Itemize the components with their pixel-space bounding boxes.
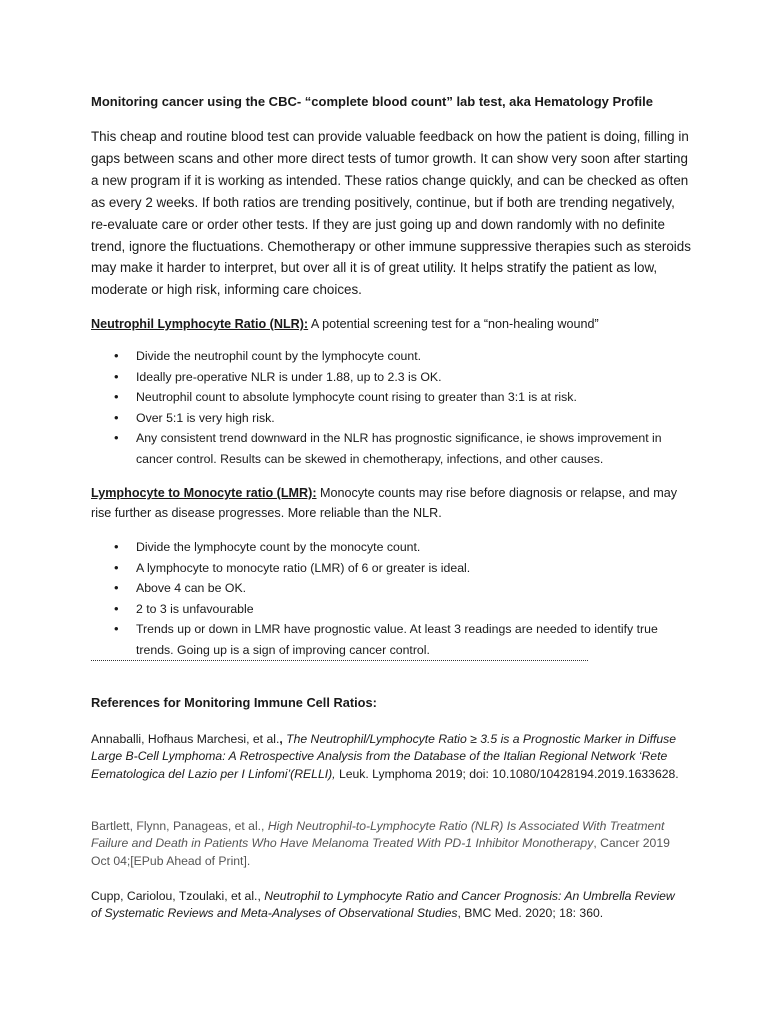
reference-item [91,888,681,923]
nlr-bullet-list [91,346,691,469]
reference-source: Leuk. Lymphoma 2019; doi: 10.1080/10428194.2019.1633628. [335,766,679,781]
reference-separator: , [279,732,287,746]
references-heading: References for Monitoring Immune Cell Ratios: [91,695,377,710]
nlr-term: Neutrophil Lymphocyte Ratio (NLR): [91,317,309,331]
reference-separator: , [261,819,268,833]
lmr-description: Monocyte counts may rise before diagnosis or relapse, and may rise further as disease progresses. More reliable than the NLR. [91,486,678,520]
lmr-term: Lymphocyte to Monocyte ratio (LMR): [91,486,317,500]
reference-title: High Neutrophil-to-Lymphocyte Ratio (NLR) Is Associated With Treatment Failure and Death in Patients Who Have Melanoma Treated With PD-1 Inhibitor Monotherapy [91,819,665,851]
list-item: • Divide the lymphocyte count by the monocyte count. [91,537,691,558]
lmr-heading [91,483,691,523]
lmr-bullet-list [91,537,691,660]
nlr-heading [91,314,691,334]
list-item: • Over 5:1 is very high risk. [91,408,691,429]
reference-item [91,731,681,783]
reference-authors: Cupp, Cariolou, Tzoulaki, et al. [91,889,258,903]
intro-paragraph: This cheap and routine blood test can provide valuable feedback on how the patient is doing, filling in gaps between scans and other more direct tests of tumor growth. It can show very soon after starting a new program if it is working as intended. These ratios change quickly, and can be checked as often as every 2 weeks. If both ratios are trending positively, continue, but if both are trending negatively, re-evaluate care or order other tests. If they are just going up and down randomly with no definite trend, ignore the fluctuations. Chemotherapy or other immune suppressive therapies such as steroids may make it harder to interpret, but over all it is of great utility. It helps stratify the patient as low, moderate or high risk, informing care choices. [91,129,691,298]
reference-title: Neutrophil to Lymphocyte Ratio and Cancer Prognosis: An Umbrella Review of Systematic Reviews and Meta-Analyses of Observational Studies [91,889,675,921]
reference-title: The Neutrophil/Lymphocyte Ratio ≥ 3.5 is a Prognostic Marker in Diffuse Large B-Cell Lymphoma: A Retrospective Analysis from the Database of the Italian Regional Network ‘Rete Eematologica del Lazio per I Linfomi’(RELLI), [91,732,676,781]
nlr-description: A potential screening test for a “non-healing wound” [308,317,599,331]
list-item: • A lymphocyte to monocyte ratio (LMR) of 6 or greater is ideal. [91,558,691,579]
reference-authors: Bartlett, Flynn, Panageas, et al. [91,819,262,833]
list-item: • Any consistent trend downward in the NLR has prognostic significance, ie shows improvement in cancer control. Results can be skewed in chemotherapy, infections, and other causes. [91,428,691,469]
reference-item [91,818,681,870]
reference-source: , Cancer 2019 Oct 04;[EPub Ahead of Print]. [91,836,670,868]
list-item: • Ideally pre-operative NLR is under 1.88, up to 2.3 is OK. [91,367,691,388]
reference-authors: Annaballi, Hofhaus Marchesi, et al. [91,732,280,746]
list-item: • Divide the neutrophil count by the lymphocyte count. [91,346,691,367]
reference-source: , BMC Med. 2020; 18: 360. [457,906,604,921]
list-item: • Trends up or down in LMR have prognostic value. At least 3 readings are needed to identify true trends. Going up is a sign of improving cancer control. [91,619,691,660]
dotted-separator [91,660,588,661]
list-item: • 2 to 3 is unfavourable [91,599,691,620]
list-item: • Above 4 can be OK. [91,578,691,599]
list-item: • Neutrophil count to absolute lymphocyte count rising to greater than 3:1 is at risk. [91,387,691,408]
reference-separator: , [257,889,265,903]
page-title: Monitoring cancer using the CBC- “complete blood count” lab test, aka Hematology Profile [91,94,653,109]
